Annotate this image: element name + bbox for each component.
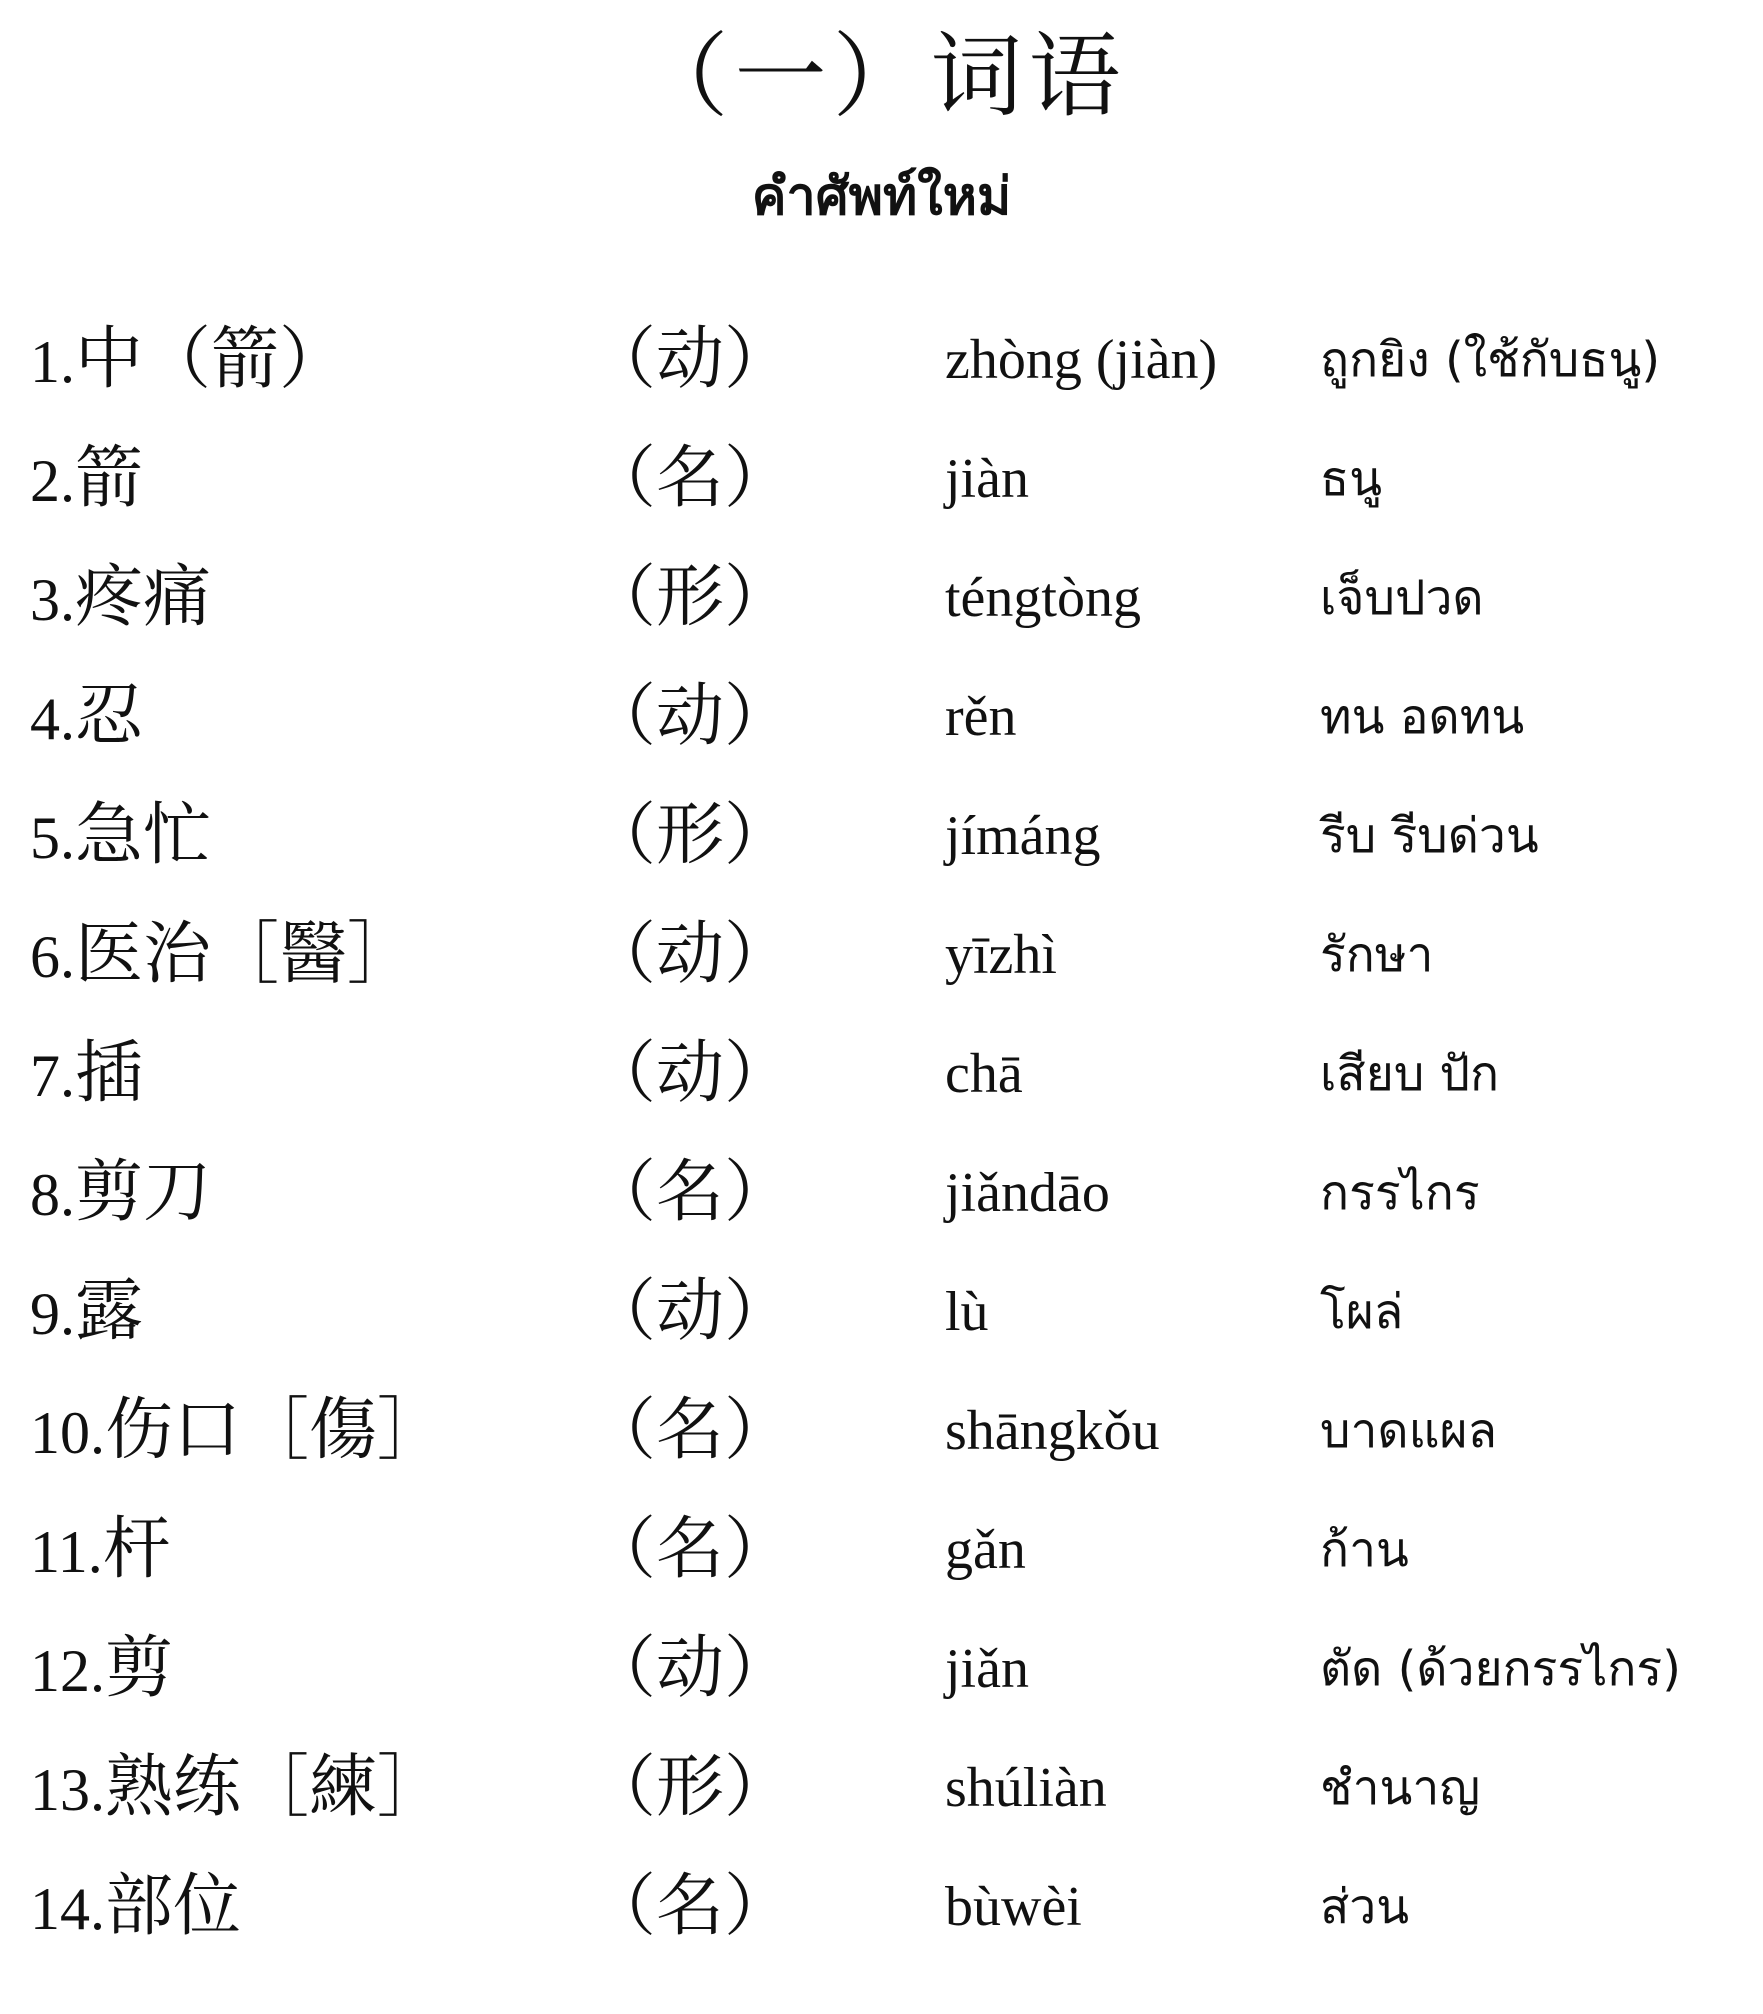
vocab-word: 中（箭）: [75, 320, 348, 399]
vocab-row: [0, 1252, 1763, 1372]
vocab-row: [0, 300, 1763, 420]
vocab-number: 7.: [30, 1043, 75, 1109]
vocab-thai-meaning: ก้าน: [1320, 1522, 1409, 1578]
vocab-entry: [30, 1252, 143, 1372]
section-subtitle: คำศัพท์ใหม่: [751, 167, 1012, 227]
vocab-word: 箭: [75, 439, 144, 518]
vocab-number: 11.: [30, 1519, 103, 1585]
vocab-number: 4.: [30, 686, 75, 752]
vocab-entry: [30, 776, 211, 896]
vocab-pinyin: chā: [945, 1043, 1023, 1105]
vocab-part-of-speech: （名）: [588, 1153, 793, 1232]
vocab-word: 急忙: [75, 796, 212, 875]
vocab-thai-meaning: โผล่: [1320, 1284, 1404, 1340]
vocab-pinyin: téngtòng: [945, 567, 1141, 629]
vocab-word: 部位: [105, 1867, 242, 1946]
vocab-row: [0, 1490, 1763, 1610]
vocab-pinyin: yīzhì: [945, 924, 1057, 986]
vocab-number: 1.: [30, 329, 75, 395]
vocab-pinyin: lù: [945, 1281, 989, 1343]
vocab-row: [0, 1014, 1763, 1134]
vocab-row: [0, 1133, 1763, 1253]
vocab-entry: [30, 300, 347, 420]
vocab-pinyin: jiǎndāo: [945, 1162, 1110, 1224]
vocab-part-of-speech: （名）: [588, 1510, 793, 1589]
vocab-entry: [30, 895, 415, 1015]
vocab-thai-meaning: บาดแผล: [1320, 1403, 1498, 1459]
vocab-row: [0, 895, 1763, 1015]
vocab-entry: [30, 419, 143, 539]
vocab-thai-meaning: เสียบ ปัก: [1320, 1046, 1500, 1102]
vocab-row: [0, 419, 1763, 539]
vocab-entry: [30, 1490, 171, 1610]
vocab-row: [0, 776, 1763, 896]
vocab-word: 剪: [105, 1629, 174, 1708]
vocab-part-of-speech: （动）: [588, 1272, 793, 1351]
vocab-number: 14.: [30, 1876, 105, 1942]
vocab-number: 10.: [30, 1400, 105, 1466]
vocab-entry: [30, 1728, 445, 1848]
vocab-word: 疼痛: [75, 558, 212, 637]
vocab-pinyin: shúliàn: [945, 1757, 1107, 1819]
vocab-number: 2.: [30, 448, 75, 514]
vocab-entry: [30, 1133, 211, 1253]
vocab-thai-meaning: ถูกยิง (ใช้กับธนู): [1320, 332, 1661, 388]
vocab-word: 杆: [102, 1510, 171, 1589]
vocab-word: 露: [75, 1272, 144, 1351]
vocab-part-of-speech: （动）: [588, 915, 793, 994]
vocab-part-of-speech: （名）: [588, 439, 793, 518]
vocab-pinyin: gǎn: [945, 1519, 1026, 1581]
vocab-part-of-speech: （动）: [588, 320, 793, 399]
vocab-pinyin: jiǎn: [945, 1638, 1029, 1700]
vocab-thai-meaning: ธนู: [1320, 451, 1383, 507]
vocab-number: 6.: [30, 924, 75, 990]
vocab-word: 医治［醫］: [75, 915, 416, 994]
vocab-word: 忍: [75, 677, 144, 756]
vocab-part-of-speech: （形）: [588, 1748, 793, 1827]
vocab-part-of-speech: （名）: [588, 1867, 793, 1946]
vocab-number: 8.: [30, 1162, 75, 1228]
vocab-row: [0, 657, 1763, 777]
vocab-part-of-speech: （形）: [588, 796, 793, 875]
vocab-thai-meaning: ชำนาญ: [1320, 1760, 1481, 1816]
vocab-part-of-speech: （形）: [588, 558, 793, 637]
vocab-number: 3.: [30, 567, 75, 633]
vocab-entry: [30, 1014, 143, 1134]
vocab-thai-meaning: ส่วน: [1320, 1879, 1410, 1935]
vocab-thai-meaning: เจ็บปวด: [1320, 570, 1484, 626]
vocab-entry: [30, 538, 211, 658]
vocab-row: [0, 1609, 1763, 1729]
vocab-part-of-speech: （动）: [588, 1629, 793, 1708]
vocab-number: 13.: [30, 1757, 105, 1823]
vocab-entry: [30, 1371, 445, 1491]
vocab-number: 9.: [30, 1281, 75, 1347]
vocab-word: 剪刀: [75, 1153, 212, 1232]
vocab-row: [0, 1728, 1763, 1848]
vocab-pinyin: bùwèi: [945, 1876, 1082, 1938]
vocab-entry: [30, 1847, 241, 1967]
vocab-pinyin: rěn: [945, 686, 1017, 748]
vocab-entry: [30, 657, 143, 777]
vocab-thai-meaning: ทน อดทน: [1320, 689, 1525, 745]
vocab-row: [0, 1371, 1763, 1491]
vocab-pinyin: jímáng: [945, 805, 1101, 867]
vocab-row: [0, 1847, 1763, 1967]
vocab-part-of-speech: （名）: [588, 1391, 793, 1470]
vocab-thai-meaning: รักษา: [1320, 927, 1434, 983]
vocab-number: 5.: [30, 805, 75, 871]
vocab-thai-meaning: กรรไกร: [1320, 1165, 1480, 1221]
vocab-row: [0, 538, 1763, 658]
vocab-word: 伤口［傷］: [105, 1391, 446, 1470]
vocab-pinyin: jiàn: [945, 448, 1029, 510]
vocab-pinyin: zhòng (jiàn): [945, 329, 1218, 391]
vocab-word: 熟练［練］: [105, 1748, 446, 1827]
vocab-part-of-speech: （动）: [588, 677, 793, 756]
section-title: （一）词语: [636, 23, 1127, 130]
vocab-pinyin: shāngkǒu: [945, 1400, 1160, 1462]
vocab-thai-meaning: ตัด (ด้วยกรรไกร): [1320, 1641, 1681, 1697]
vocab-part-of-speech: （动）: [588, 1034, 793, 1113]
vocab-number: 12.: [30, 1638, 105, 1704]
vocab-thai-meaning: รีบ รีบด่วน: [1320, 808, 1539, 864]
vocab-entry: [30, 1609, 173, 1729]
vocab-word: 插: [75, 1034, 144, 1113]
